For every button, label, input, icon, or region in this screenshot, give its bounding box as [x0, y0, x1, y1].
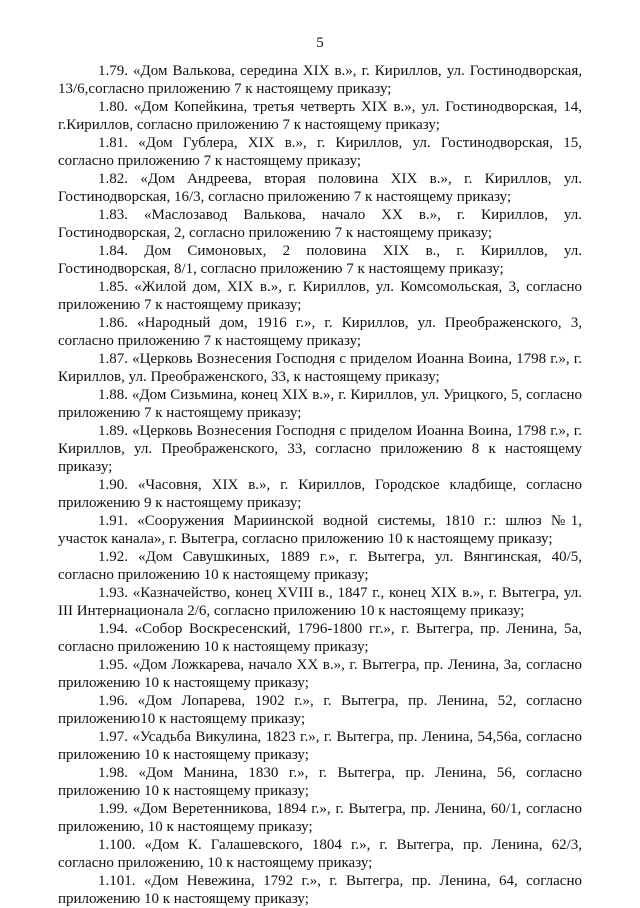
list-item: 1.83. «Маслозавод Валькова, начало XX в.», г. Кириллов, ул. Гостинодворская, 2, согласно приложению 7 к настоящему приказу;: [58, 207, 582, 241]
list-item: 1.96. «Дом Лопарева, 1902 г.», г. Вытегра, пр. Ленина, 52, согласно приложению10 к настоящему приказу;: [58, 693, 582, 727]
list-item: 1.94. «Собор Воскресенский, 1796-1800 гг.», г. Вытегра, пр. Ленина, 5а, согласно приложению 10 к настоящему приказу;: [58, 621, 582, 655]
list-item: 1.95. «Дом Ложкарева, начало XX в.», г. Вытегра, пр. Ленина, 3а, согласно приложению 10 к настоящему приказу;: [58, 657, 582, 691]
list-item: 1.98. «Дом Манина, 1830 г.», г. Вытегра, пр. Ленина, 56, согласно приложению 10 к настоящему приказу;: [58, 765, 582, 799]
list-item: 1.99. «Дом Веретенникова, 1894 г.», г. Вытегра, пр. Ленина, 60/1, согласно приложению, 10 к настоящему приказу;: [58, 801, 582, 835]
list-item: 1.86. «Народный дом, 1916 г.», г. Кириллов, ул. Преображенского, 3, согласно приложению 7 к настоящему приказу;: [58, 315, 582, 349]
list-item: 1.84. Дом Симоновых, 2 половина XIX в., г. Кириллов, ул. Гостинодворская, 8/1, согласно приложению 7 к настоящему приказу;: [58, 243, 582, 277]
item-list: [58, 62, 582, 908]
list-item: 1.101. «Дом Невежина, 1792 г.», г. Вытегра, пр. Ленина, 64, согласно приложению 10 к настоящему приказу;: [58, 873, 582, 907]
list-item: 1.81. «Дом Гублера, XIX в.», г. Кириллов, ул. Гостинодворская, 15, согласно приложению 7 к настоящему приказу;: [58, 135, 582, 169]
page-number: 5: [316, 35, 324, 51]
list-item: 1.91. «Сооружения Мариинской водной системы, 1810 г.: шлюз №1, участок канала», г. Вытегра, согласно приложению 10 к настоящему приказу;: [58, 513, 582, 547]
list-item: 1.92. «Дом Савушкиных, 1889 г.», г. Вытегра, ул. Вянгинская, 40/5, согласно приложению 10 к настоящему приказу;: [58, 549, 582, 583]
list-item: 1.90. «Часовня, XIX в.», г. Кириллов, Городское кладбище, согласно приложению 9 к настоящему приказу;: [58, 477, 582, 511]
list-item: 1.85. «Жилой дом, XIX в.», г. Кириллов, ул. Комсомольская, 3, согласно приложению 7 к настоящему приказу;: [58, 279, 582, 313]
list-item: 1.88. «Дом Сизьмина, конец XIX в.», г. Кириллов, ул. Урицкого, 5, согласно приложению 7 к настоящему приказу;: [58, 387, 582, 421]
list-item: 1.79. «Дом Валькова, середина XIX в.», г. Кириллов, ул. Гостинодворская, 13/6,согласно приложению 7 к настоящему приказу;: [58, 63, 582, 97]
list-item: 1.87. «Церковь Вознесения Господня с приделом Иоанна Воина, 1798 г.», г. Кириллов, ул. Преображенского, 33, к настоящему приказу;: [58, 351, 582, 385]
list-item: 1.100. «Дом К. Галашевского, 1804 г.», г. Вытегра, пр. Ленина, 62/3, согласно приложению, 10 к настоящему приказу;: [58, 837, 582, 871]
list-item: 1.97. «Усадьба Викулина, 1823 г.», г. Вытегра, пр. Ленина, 54,56а, согласно приложению 10 к настоящему приказу;: [58, 729, 582, 763]
list-item: 1.82. «Дом Андреева, вторая половина XIX в.», г. Кириллов, ул. Гостинодворская, 16/3, согласно приложению 7 к настоящему приказу;: [58, 171, 582, 205]
list-item: 1.80. «Дом Копейкина, третья четверть XIX в.», ул. Гостинодворская, 14, г.Кириллов, согласно приложению 7 к настоящему приказу;: [58, 99, 582, 133]
list-item: 1.89. «Церковь Вознесения Господня с приделом Иоанна Воина, 1798 г.», г. Кириллов, ул. Преображенского, 33, согласно приложению 8 к настоящему приказу;: [58, 423, 582, 475]
list-item: 1.93. «Казначейство, конец XVIII в., 1847 г., конец XIX в.», г. Вытегра, ул. III Интернационала 2/6, согласно приложению 10 к настоящему приказу;: [58, 585, 582, 619]
